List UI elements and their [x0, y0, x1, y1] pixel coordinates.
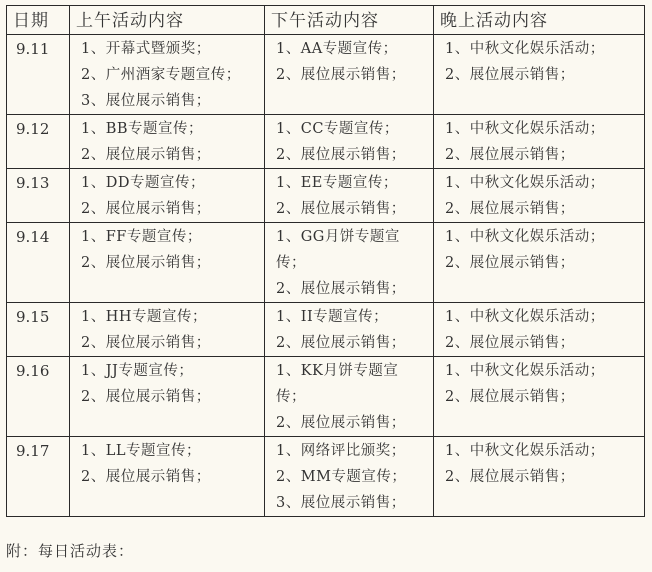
activity-item: 2、展位展示销售； [445, 389, 575, 405]
activity-item: 1、中秋文化娱乐活动； [445, 443, 605, 459]
activity-item: 2、展位展示销售； [81, 469, 211, 485]
activity-item: 1、II专题宣传； [276, 309, 389, 325]
header-morning: 上午活动内容 [70, 6, 265, 35]
activity-item: 1、EE专题宣传； [276, 175, 398, 191]
activity-item: 3、展位展示销售； [81, 93, 211, 109]
activity-item: 1、JJ专题宣传； [81, 363, 194, 379]
afternoon-cell [265, 303, 434, 357]
activity-item: 2、展位展示销售； [445, 255, 575, 271]
date-cell: 9.14 [7, 223, 70, 303]
table-row [7, 303, 645, 357]
header-date: 日期 [7, 6, 70, 35]
date-cell: 9.15 [7, 303, 70, 357]
activity-item: 2、展位展示销售； [445, 335, 575, 351]
activity-item: 1、DD专题宣传； [81, 175, 205, 191]
afternoon-cell [265, 35, 434, 115]
evening-cell [434, 169, 645, 223]
date-cell: 9.11 [7, 35, 70, 115]
activity-item: 2、展位展示销售； [81, 201, 211, 217]
morning-cell [70, 303, 265, 357]
activity-item: 2、展位展示销售； [445, 469, 575, 485]
morning-cell [70, 437, 265, 517]
activity-item: 2、展位展示销售； [276, 201, 406, 217]
activity-item: 1、AA专题宣传； [276, 41, 398, 57]
afternoon-cell [265, 437, 434, 517]
activity-item: 1、BB专题宣传； [81, 121, 204, 137]
morning-cell [70, 169, 265, 223]
evening-cell [434, 223, 645, 303]
activity-item: 1、中秋文化娱乐活动； [445, 309, 605, 325]
header-afternoon: 下午活动内容 [265, 6, 434, 35]
afternoon-cell [265, 169, 434, 223]
activity-item: 2、展位展示销售； [276, 415, 406, 431]
activity-item: 2、展位展示销售； [81, 389, 211, 405]
morning-cell [70, 115, 265, 169]
table-row [7, 169, 645, 223]
morning-cell [70, 35, 265, 115]
activity-item: 1、CC专题宣传； [276, 121, 399, 137]
activity-item: 2、展位展示销售； [81, 147, 211, 163]
afternoon-cell [265, 223, 434, 303]
activity-item: 1、HH专题宣传； [81, 309, 208, 325]
activity-item: 1、中秋文化娱乐活动； [445, 41, 605, 57]
date-cell: 9.13 [7, 169, 70, 223]
activity-item: 2、展位展示销售； [445, 67, 575, 83]
activity-item: 1、中秋文化娱乐活动； [445, 121, 605, 137]
footer-note: 附：每日活动表： [6, 542, 135, 560]
table-header-row [7, 6, 645, 35]
evening-cell [434, 437, 645, 517]
activity-item: 2、展位展示销售； [276, 67, 406, 83]
date-cell: 9.12 [7, 115, 70, 169]
evening-cell [434, 115, 645, 169]
activity-item: 3、展位展示销售； [276, 495, 406, 511]
activity-item: 2、展位展示销售； [445, 147, 575, 163]
date-cell: 9.17 [7, 437, 70, 517]
morning-cell [70, 223, 265, 303]
activity-schedule-table [6, 5, 645, 517]
date-cell: 9.16 [7, 357, 70, 437]
afternoon-cell [265, 115, 434, 169]
table-row [7, 223, 645, 303]
activity-item: 1、网络评比颁奖； [276, 443, 406, 459]
table-row [7, 35, 645, 115]
activity-item: 1、KK月饼专题宣传； [276, 363, 399, 405]
table-row [7, 357, 645, 437]
activity-item: 1、中秋文化娱乐活动； [445, 175, 605, 191]
activity-item: 2、展位展示销售； [81, 255, 211, 271]
activity-item: 2、展位展示销售； [276, 335, 406, 351]
activity-item: 2、展位展示销售； [276, 281, 406, 297]
activity-item: 1、中秋文化娱乐活动； [445, 363, 605, 379]
table-row [7, 115, 645, 169]
activity-item: 1、开幕式暨颁奖； [81, 41, 211, 57]
afternoon-cell [265, 357, 434, 437]
evening-cell [434, 35, 645, 115]
activity-item: 2、MM专题宣传； [276, 469, 407, 485]
activity-item: 2、展位展示销售； [276, 147, 406, 163]
header-evening: 晚上活动内容 [434, 6, 645, 35]
evening-cell [434, 357, 645, 437]
evening-cell [434, 303, 645, 357]
activity-item: 2、广州酒家专题宣传； [81, 67, 241, 83]
morning-cell [70, 357, 265, 437]
activity-item: 1、FF专题宣传； [81, 229, 202, 245]
activity-item: 1、LL专题宣传； [81, 443, 201, 459]
activity-item: 2、展位展示销售； [445, 201, 575, 217]
activity-item: 2、展位展示销售； [81, 335, 211, 351]
activity-item: 1、中秋文化娱乐活动； [445, 229, 605, 245]
table-row [7, 437, 645, 517]
activity-item: 1、GG月饼专题宣传； [276, 229, 400, 271]
